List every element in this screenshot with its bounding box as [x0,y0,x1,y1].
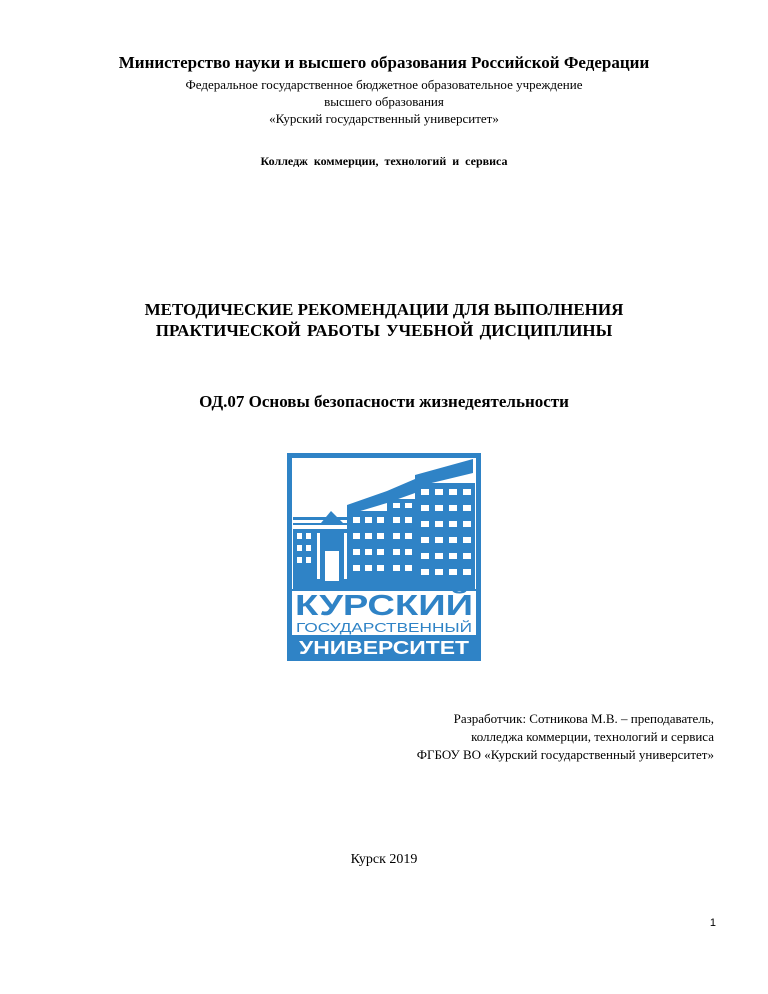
city-year: Курск 2019 [350,852,418,867]
document-title-line-1: МЕТОДИЧЕСКИЕ РЕКОМЕНДАЦИИ ДЛЯ ВЫПОЛНЕНИЯ [144,300,624,319]
ministry-heading: Министерство науки и высшего образования Российской Федерации [118,53,650,72]
subject-title: ОД.07 Основы безопасности жизнедеятельности [199,392,569,411]
university-logo [287,453,481,661]
svg-text:ГОСУДАРСТВЕННЫЙ: ГОСУДАРСТВЕННЫЙ [296,620,472,635]
document-title-line-2: ПРАКТИЧЕСКОЙ РАБОТЫ УЧЕБНОЙ ДИСЦИПЛИНЫ [155,321,613,340]
page-number: 1 [709,917,716,929]
institution-level: высшего образования [324,94,444,109]
university-name: «Курский государственный университет» [269,111,499,126]
svg-text:КУРСКИЙ: КУРСКИЙ [295,590,431,622]
institution-type: Федеральное государственное бюджетное образовательное учреждение [185,77,583,92]
developer-line-1: Разработчик: Сотникова М.В. – преподаватель, [453,711,714,726]
svg-text:УНИВЕРСИТЕТ: УНИВЕРСИТЕТ [299,638,469,658]
developer-line-3: ФГБОУ ВО «Курский государственный университет» [416,747,714,762]
college-name: Колледж коммерции, технологий и сервиса [260,154,508,168]
developer-line-2: колледжа коммерции, технологий и сервиса [471,729,714,744]
